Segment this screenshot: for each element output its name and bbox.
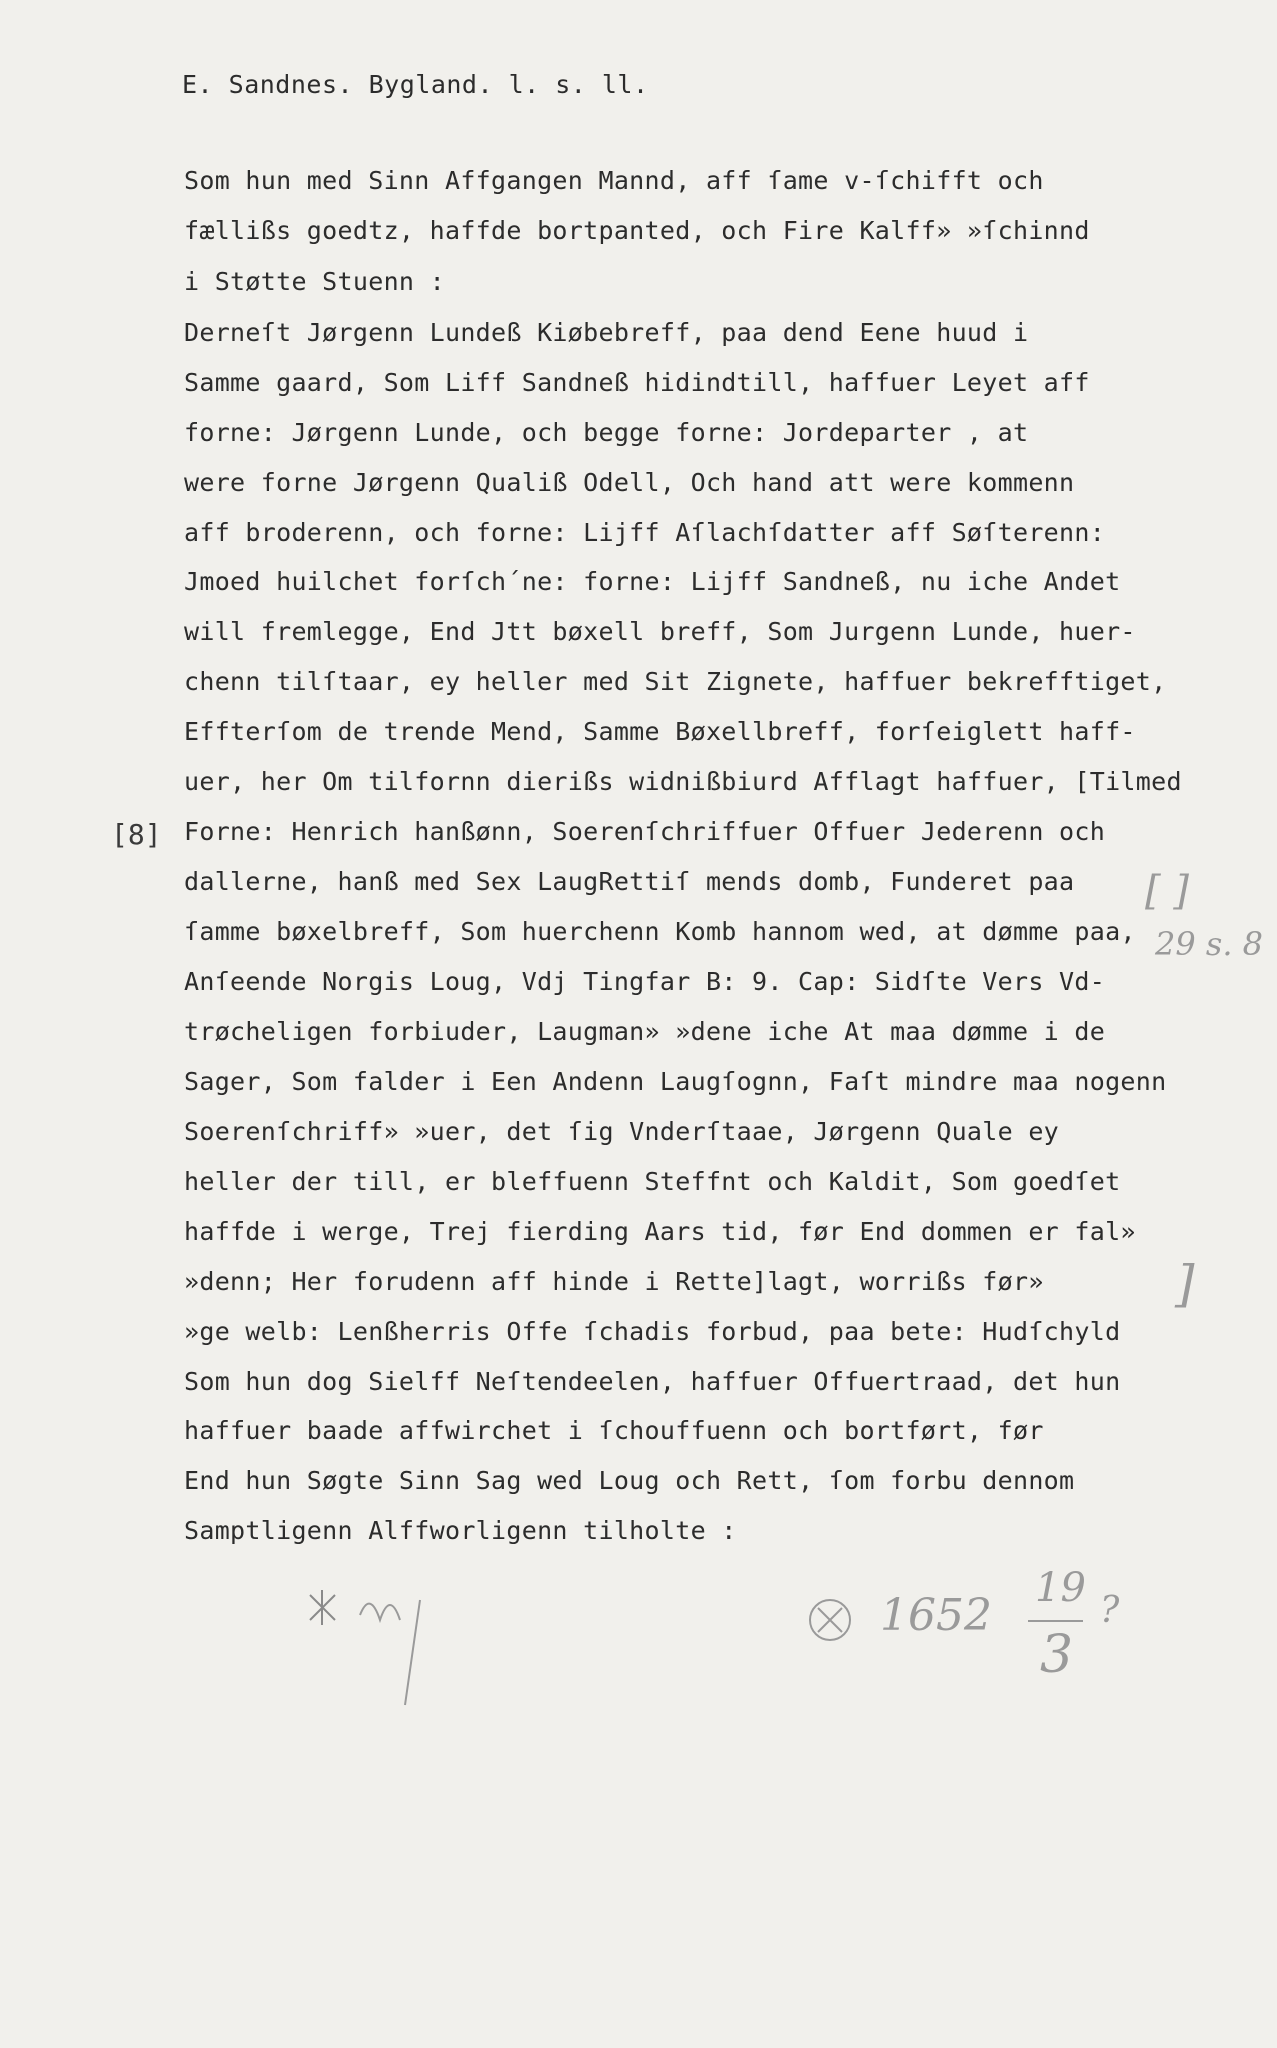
text-line: aff broderenn, och forne: Lijff Aſlachſdatter aff Søſterenn: bbox=[184, 518, 1106, 547]
text-line: Sager, Som falder i Een Andenn Laugſognn, Faſt mindre maa nogenn bbox=[184, 1067, 1167, 1096]
text-line: Jmoed huilchet forſch´ne: forne: Lijff Sandneß, nu iche Andet bbox=[184, 567, 1121, 596]
text-line: were forne Jørgenn Qualiß Odell, Och hand att were kommenn bbox=[184, 468, 1075, 497]
text-line: »ge welb: Lenßherris Offe ſchadis forbud, paa bete: Hudſchyld bbox=[184, 1317, 1121, 1346]
margin-note: [8] bbox=[111, 818, 162, 851]
circled-x-icon bbox=[800, 1590, 860, 1650]
text-line: will fremlegge, End Jtt bøxell breff, Som Jurgenn Lunde, huer- bbox=[184, 617, 1136, 646]
text-line: ſamme bøxelbreff, Som huerchenn Komb hannom wed, at dømme paa, bbox=[184, 917, 1136, 946]
fraction-bar bbox=[1028, 1620, 1083, 1622]
text-line: trøcheligen forbiuder, Laugman» »dene iche At maa dømme i de bbox=[184, 1017, 1106, 1046]
text-line: dallerne, hanß med Sex LaugRettiſ mends domb, Funderet paa bbox=[184, 867, 1075, 896]
text-line: forne: Jørgenn Lunde, och begge forne: Jordeparter , at bbox=[184, 418, 1029, 447]
text-line: haffde i werge, Trej fierding Aars tid, før End dommen er fal» bbox=[184, 1217, 1136, 1246]
text-line: »denn; Her forudenn aff hinde i Rette]lagt, worrißs før» bbox=[184, 1267, 1044, 1296]
right-margin-bracket: [ ] bbox=[1145, 868, 1189, 914]
text-line: Derneſt Jørgenn Lundeß Kiøbebreff, paa dend Eene huud i bbox=[184, 318, 1029, 347]
question-mark: ? bbox=[1100, 1590, 1120, 1631]
text-line: fællißs goedtz, haffde bortpanted, och Fire Kalff» »ſchinnd bbox=[184, 216, 1090, 245]
page-header: E. Sandnes. Bygland. l. s. ll. bbox=[182, 70, 649, 99]
text-line: heller der till, er bleffuenn Steffnt och Kaldit, Som goedſet bbox=[184, 1167, 1121, 1196]
right-margin-note: 29 s. 8 bbox=[1155, 925, 1264, 963]
text-line: Samptligenn Alffworligenn tilholte : bbox=[184, 1516, 737, 1545]
text-line: Samme gaard, Som Liff Sandneß hidindtill, haffuer Leyet aff bbox=[184, 368, 1090, 397]
text-line: End hun Søgte Sinn Sag wed Loug och Rett, ſom forbu dennom bbox=[184, 1466, 1075, 1495]
right-margin-mark: ] bbox=[1175, 1255, 1195, 1313]
text-line: haffuer baade affwirchet i ſchouffuenn och bortført, før bbox=[184, 1416, 1044, 1445]
text-line: uer, her Om tilfornn dierißs widnißbiurd Afflagt haffuer, [Tilmed bbox=[184, 767, 1182, 796]
text-line: Anſeende Norgis Loug, Vdj Tingfar B: 9. Cap: Sidſte Vers Vd- bbox=[184, 967, 1106, 996]
fraction-bottom: 3 bbox=[1040, 1625, 1074, 1685]
text-line: Forne: Henrich hanßønn, Soerenſchriffuer Offuer Jederenn och bbox=[184, 817, 1106, 846]
text-line: chenn tilſtaar, ey heller med Sit Zignete, haffuer bekrefftiget, bbox=[184, 667, 1167, 696]
text-line: Effterſom de trende Mend, Samme Bøxellbreff, forſeiglett haff- bbox=[184, 717, 1136, 746]
pencil-year: 1652 bbox=[880, 1590, 992, 1641]
text-line: Soerenſchriff» »uer, det ſig Vnderſtaae, Jørgenn Quale ey bbox=[184, 1117, 1060, 1146]
text-line: Som hun dog Sielff Neſtendeelen, haffuer Offuertraad, det hun bbox=[184, 1367, 1121, 1396]
fraction-top: 19 bbox=[1035, 1565, 1086, 1611]
text-line: i Støtte Stuenn : bbox=[184, 267, 445, 296]
text-line: Som hun med Sinn Affgangen Mannd, aff ſame v-ſchifft och bbox=[184, 166, 1044, 195]
